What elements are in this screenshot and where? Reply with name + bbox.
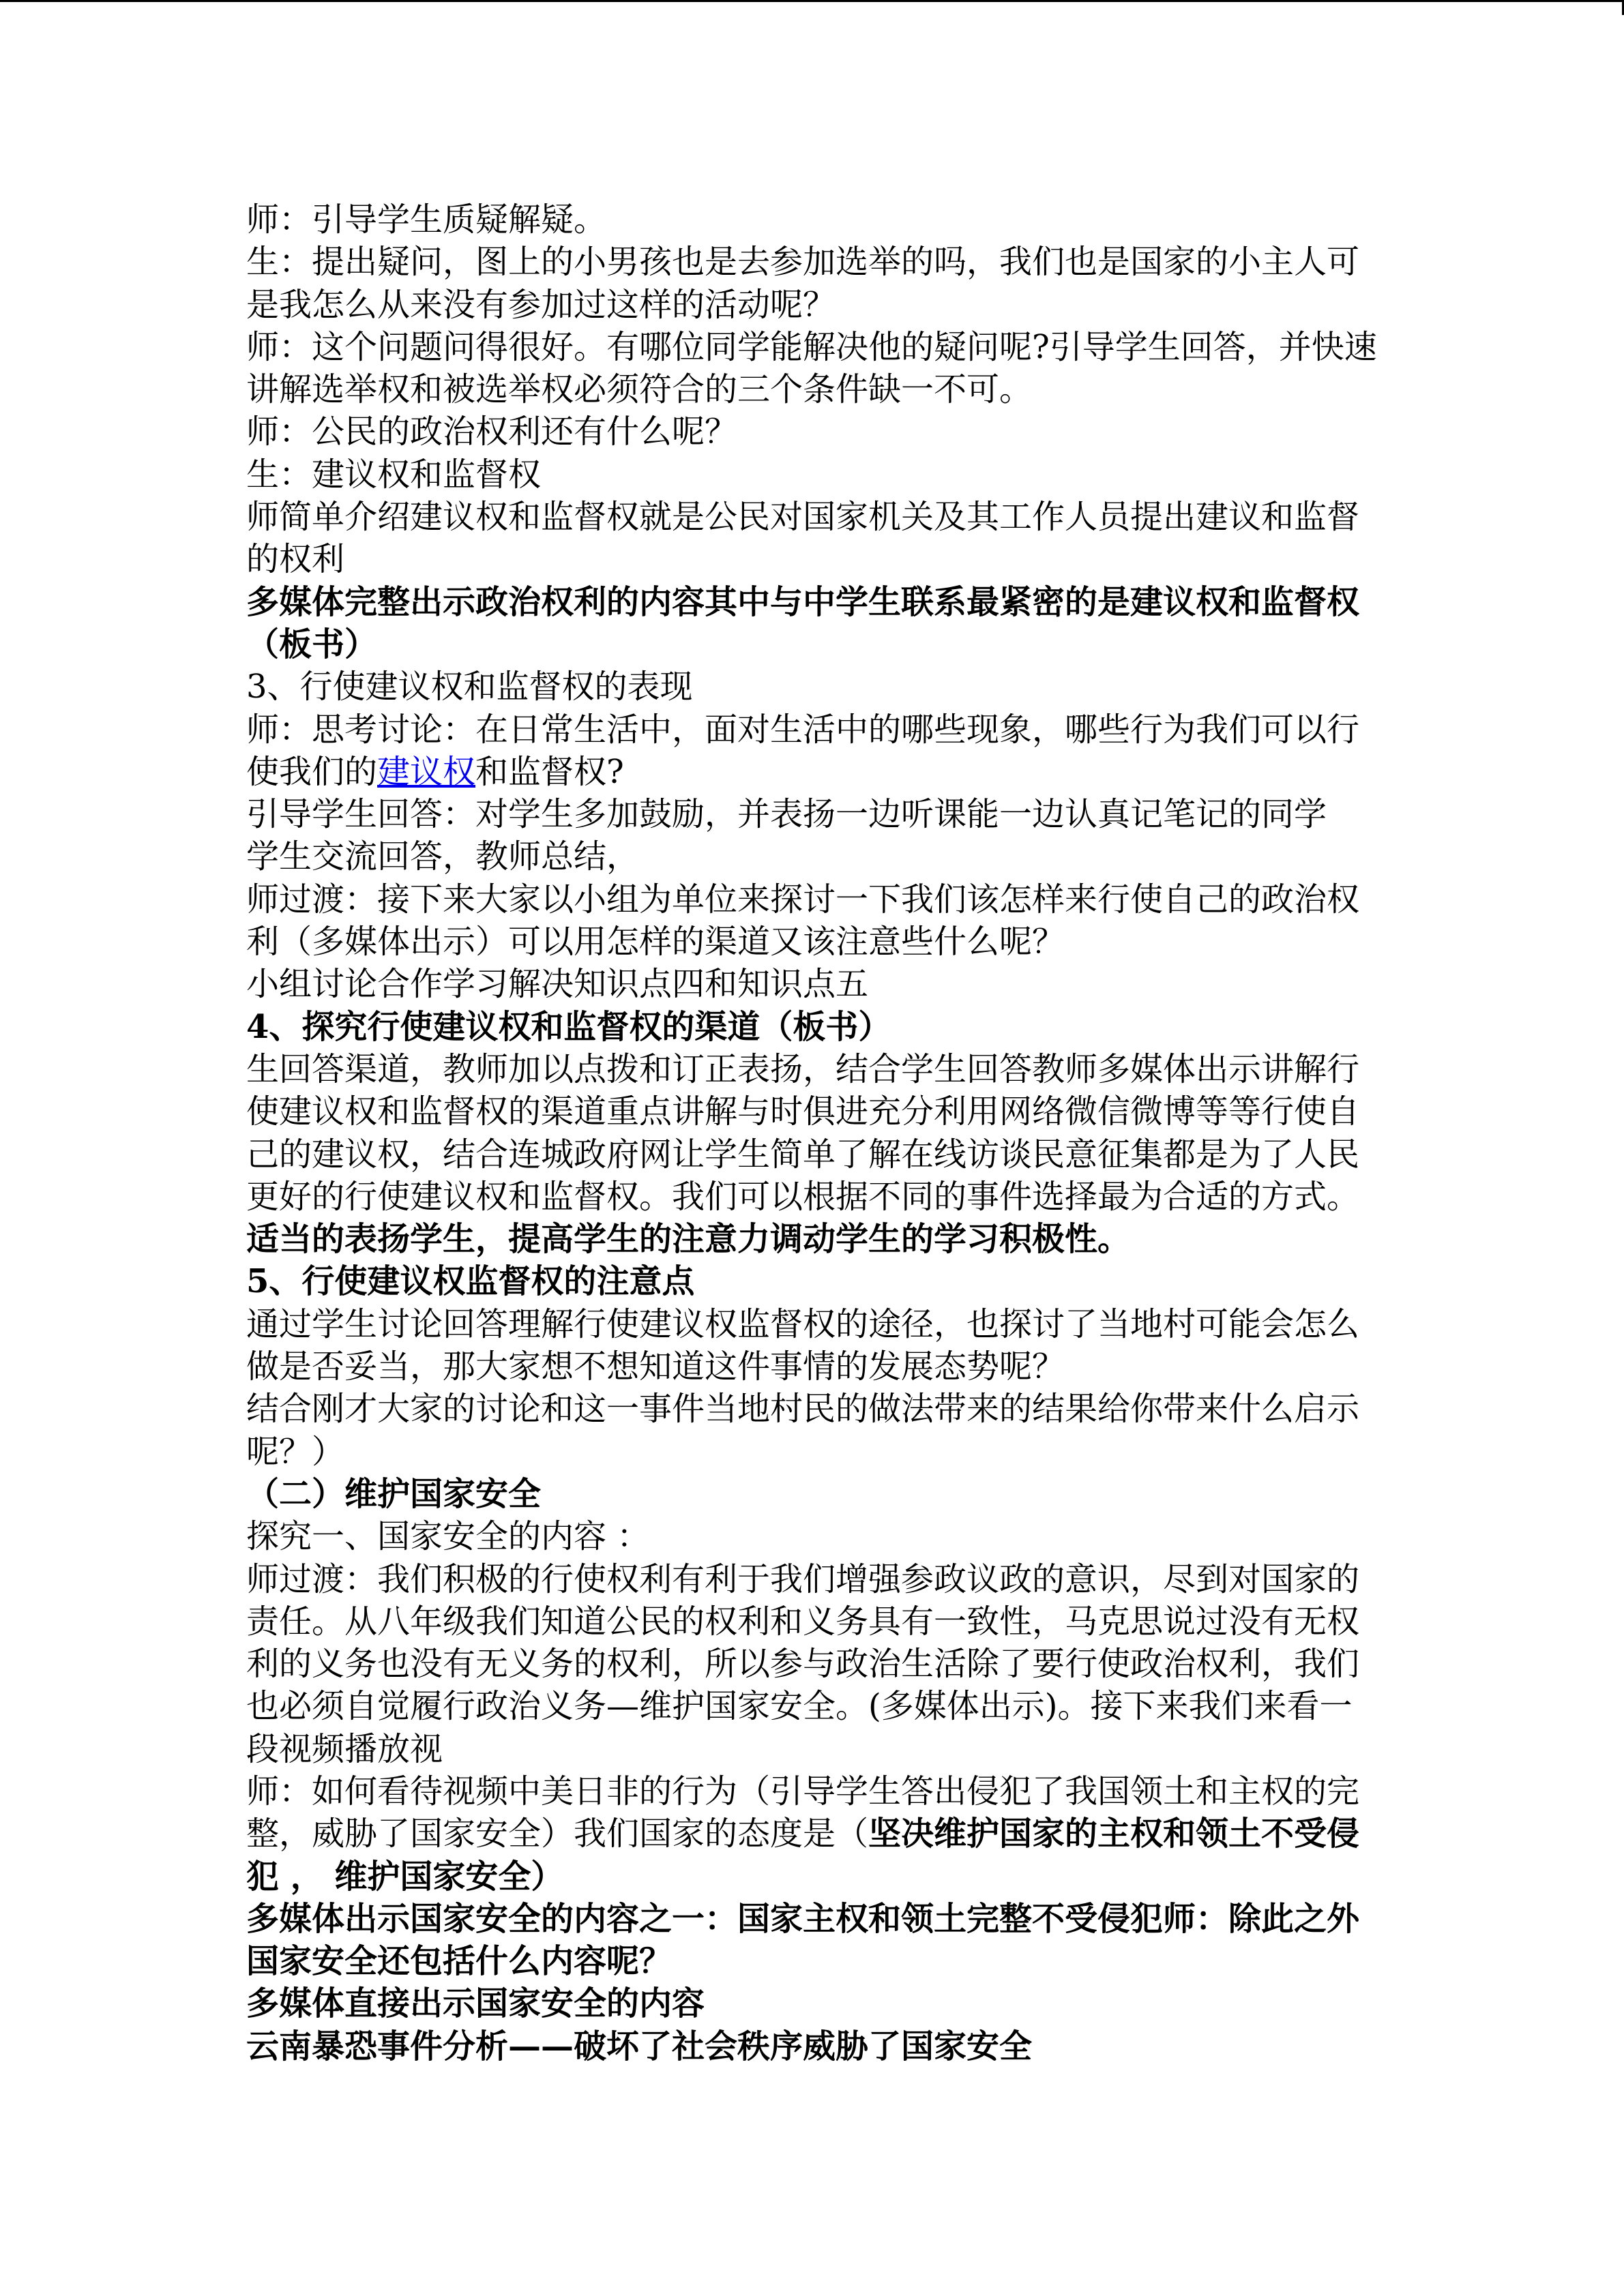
text-line: 生回答渠道，教师加以点拨和订正表扬，结合学生回答教师多媒体出示讲解行 <box>246 1049 1360 1088</box>
emphasis-line: （板书） <box>246 625 378 664</box>
text-line: 是我怎么从来没有参加过这样的活动呢？ <box>246 285 836 324</box>
text-segment: 和监督权? <box>475 752 624 791</box>
emphasis-line: 多媒体完整出示政治权利的内容其中与中学生联系最紧密的是建议权和监督权 <box>246 582 1360 621</box>
emphasis-line: 多媒体直接出示国家安全的内容 <box>246 1984 705 2023</box>
text-line: 己的建议权，结合连城政府网让学生简单了解在线访谈民意征集都是为了人民 <box>246 1135 1360 1174</box>
text-line: 师过渡：接下来大家以小组为单位来探讨一下我们该怎样来行使自己的政治权 <box>246 880 1360 919</box>
text-segment: 整，威胁了国家安全）我们国家的态度是（ <box>246 1815 869 1853</box>
text-line: 呢？） <box>246 1432 345 1471</box>
section-heading: 3、行使建议权和监督权的表现 <box>246 668 693 706</box>
suggestion-right-link[interactable]: 建议权 <box>377 752 476 791</box>
text-line: 生：提出疑问，图上的小男孩也是去参加选举的吗，我们也是国家的小主人可 <box>246 243 1360 282</box>
text-line: 小组讨论合作学习解决知识点四和知识点五 <box>246 965 869 1004</box>
text-line: 更好的行使建议权和监督权。我们可以根据不同的事件选择最为合适的方式。 <box>246 1177 1360 1216</box>
page-top-border <box>0 0 1624 2</box>
text-line: 师：公民的政治权利还有什么呢？ <box>246 413 738 451</box>
emphasis-line: 国家安全还包括什么内容呢？ <box>246 1942 673 1981</box>
emphasis-line: 多媒体出示国家安全的内容之一：国家主权和领土完整不受侵犯师：除此之外 <box>246 1899 1360 1938</box>
emphasis-segment: 坚决维护国家的主权和领土不受侵 <box>868 1815 1360 1853</box>
document-body <box>246 198 1406 2068</box>
section-heading: 5、行使建议权监督权的注意点 <box>246 1262 695 1301</box>
section-heading: （二）维护国家安全 <box>246 1474 542 1513</box>
text-line: 段视频播放视 <box>246 1729 443 1768</box>
text-line: 生：建议权和监督权 <box>246 455 542 494</box>
text-line-with-link <box>246 751 1406 793</box>
text-line: 责任。从八年级我们知道公民的权利和义务具有一致性，马克思说过没有无权 <box>246 1602 1360 1641</box>
emphasis-line: 犯 ， 维护国家安全） <box>246 1857 564 1896</box>
text-line: 也必须自觉履行政治义务—维护国家安全。(多媒体出示)。接下来我们来看一 <box>246 1687 1353 1726</box>
text-line: 师简单介绍建议权和监督权就是公民对国家机关及其工作人员提出建议和监督 <box>246 498 1360 537</box>
text-line: 的权利 <box>246 540 345 579</box>
text-line: 利的义务也没有无义务的权利，所以参与政治生活除了要行使政治权利，我们 <box>246 1645 1360 1684</box>
text-line: 利（多媒体出示）可以用怎样的渠道又该注意些什么呢？ <box>246 923 1065 961</box>
section-heading: 4、探究行使建议权和监督权的渠道（板书） <box>246 1007 891 1046</box>
text-line: 使建议权和监督权的渠道重点讲解与时俱进充分利用网络微信微博等等行使自 <box>246 1092 1360 1131</box>
emphasis-line: 云南暴恐事件分析——破坏了社会秩序威胁了国家安全 <box>246 2027 1033 2066</box>
text-line: 讲解选举权和被选举权必须符合的三个条件缺一不可。 <box>246 370 1033 409</box>
text-line: 引导学生回答：对学生多加鼓励，并表扬一边听课能一边认真记笔记的同学 <box>246 795 1327 834</box>
text-line: 通过学生讨论回答理解行使建议权监督权的途径，也探讨了当地村可能会怎么 <box>246 1304 1360 1343</box>
emphasis-line: 适当的表扬学生，提高学生的注意力调动学生的学习积极性。 <box>246 1220 1131 1259</box>
mixed-emphasis-line <box>246 1813 1406 1855</box>
text-line: 结合刚才大家的讨论和这一事件当地村民的做法带来的结果给你带来什么启示 <box>246 1390 1360 1429</box>
text-line: 做是否妥当，那大家想不想知道这件事情的发展态势呢？ <box>246 1347 1065 1386</box>
text-line: 师：如何看待视频中美日非的行为（引导学生答出侵犯了我国领土和主权的完 <box>246 1772 1360 1810</box>
subsection-heading: 探究一、国家安全的内容 ： <box>246 1517 650 1556</box>
text-line: 师：思考讨论：在日常生活中，面对生活中的哪些现象，哪些行为我们可以行 <box>246 710 1360 749</box>
text-line: 师：引导学生质疑解疑。 <box>246 200 607 239</box>
text-line: 师：这个问题问得很好。有哪位同学能解决他的疑问呢?引导学生回答，并快速 <box>246 327 1377 366</box>
text-segment: 使我们的 <box>246 752 378 791</box>
text-line: 学生交流回答，教师总结， <box>246 837 640 876</box>
text-line: 师过渡：我们积极的行使权利有利于我们增强参政议政的意识，尽到对国家的 <box>246 1560 1360 1598</box>
